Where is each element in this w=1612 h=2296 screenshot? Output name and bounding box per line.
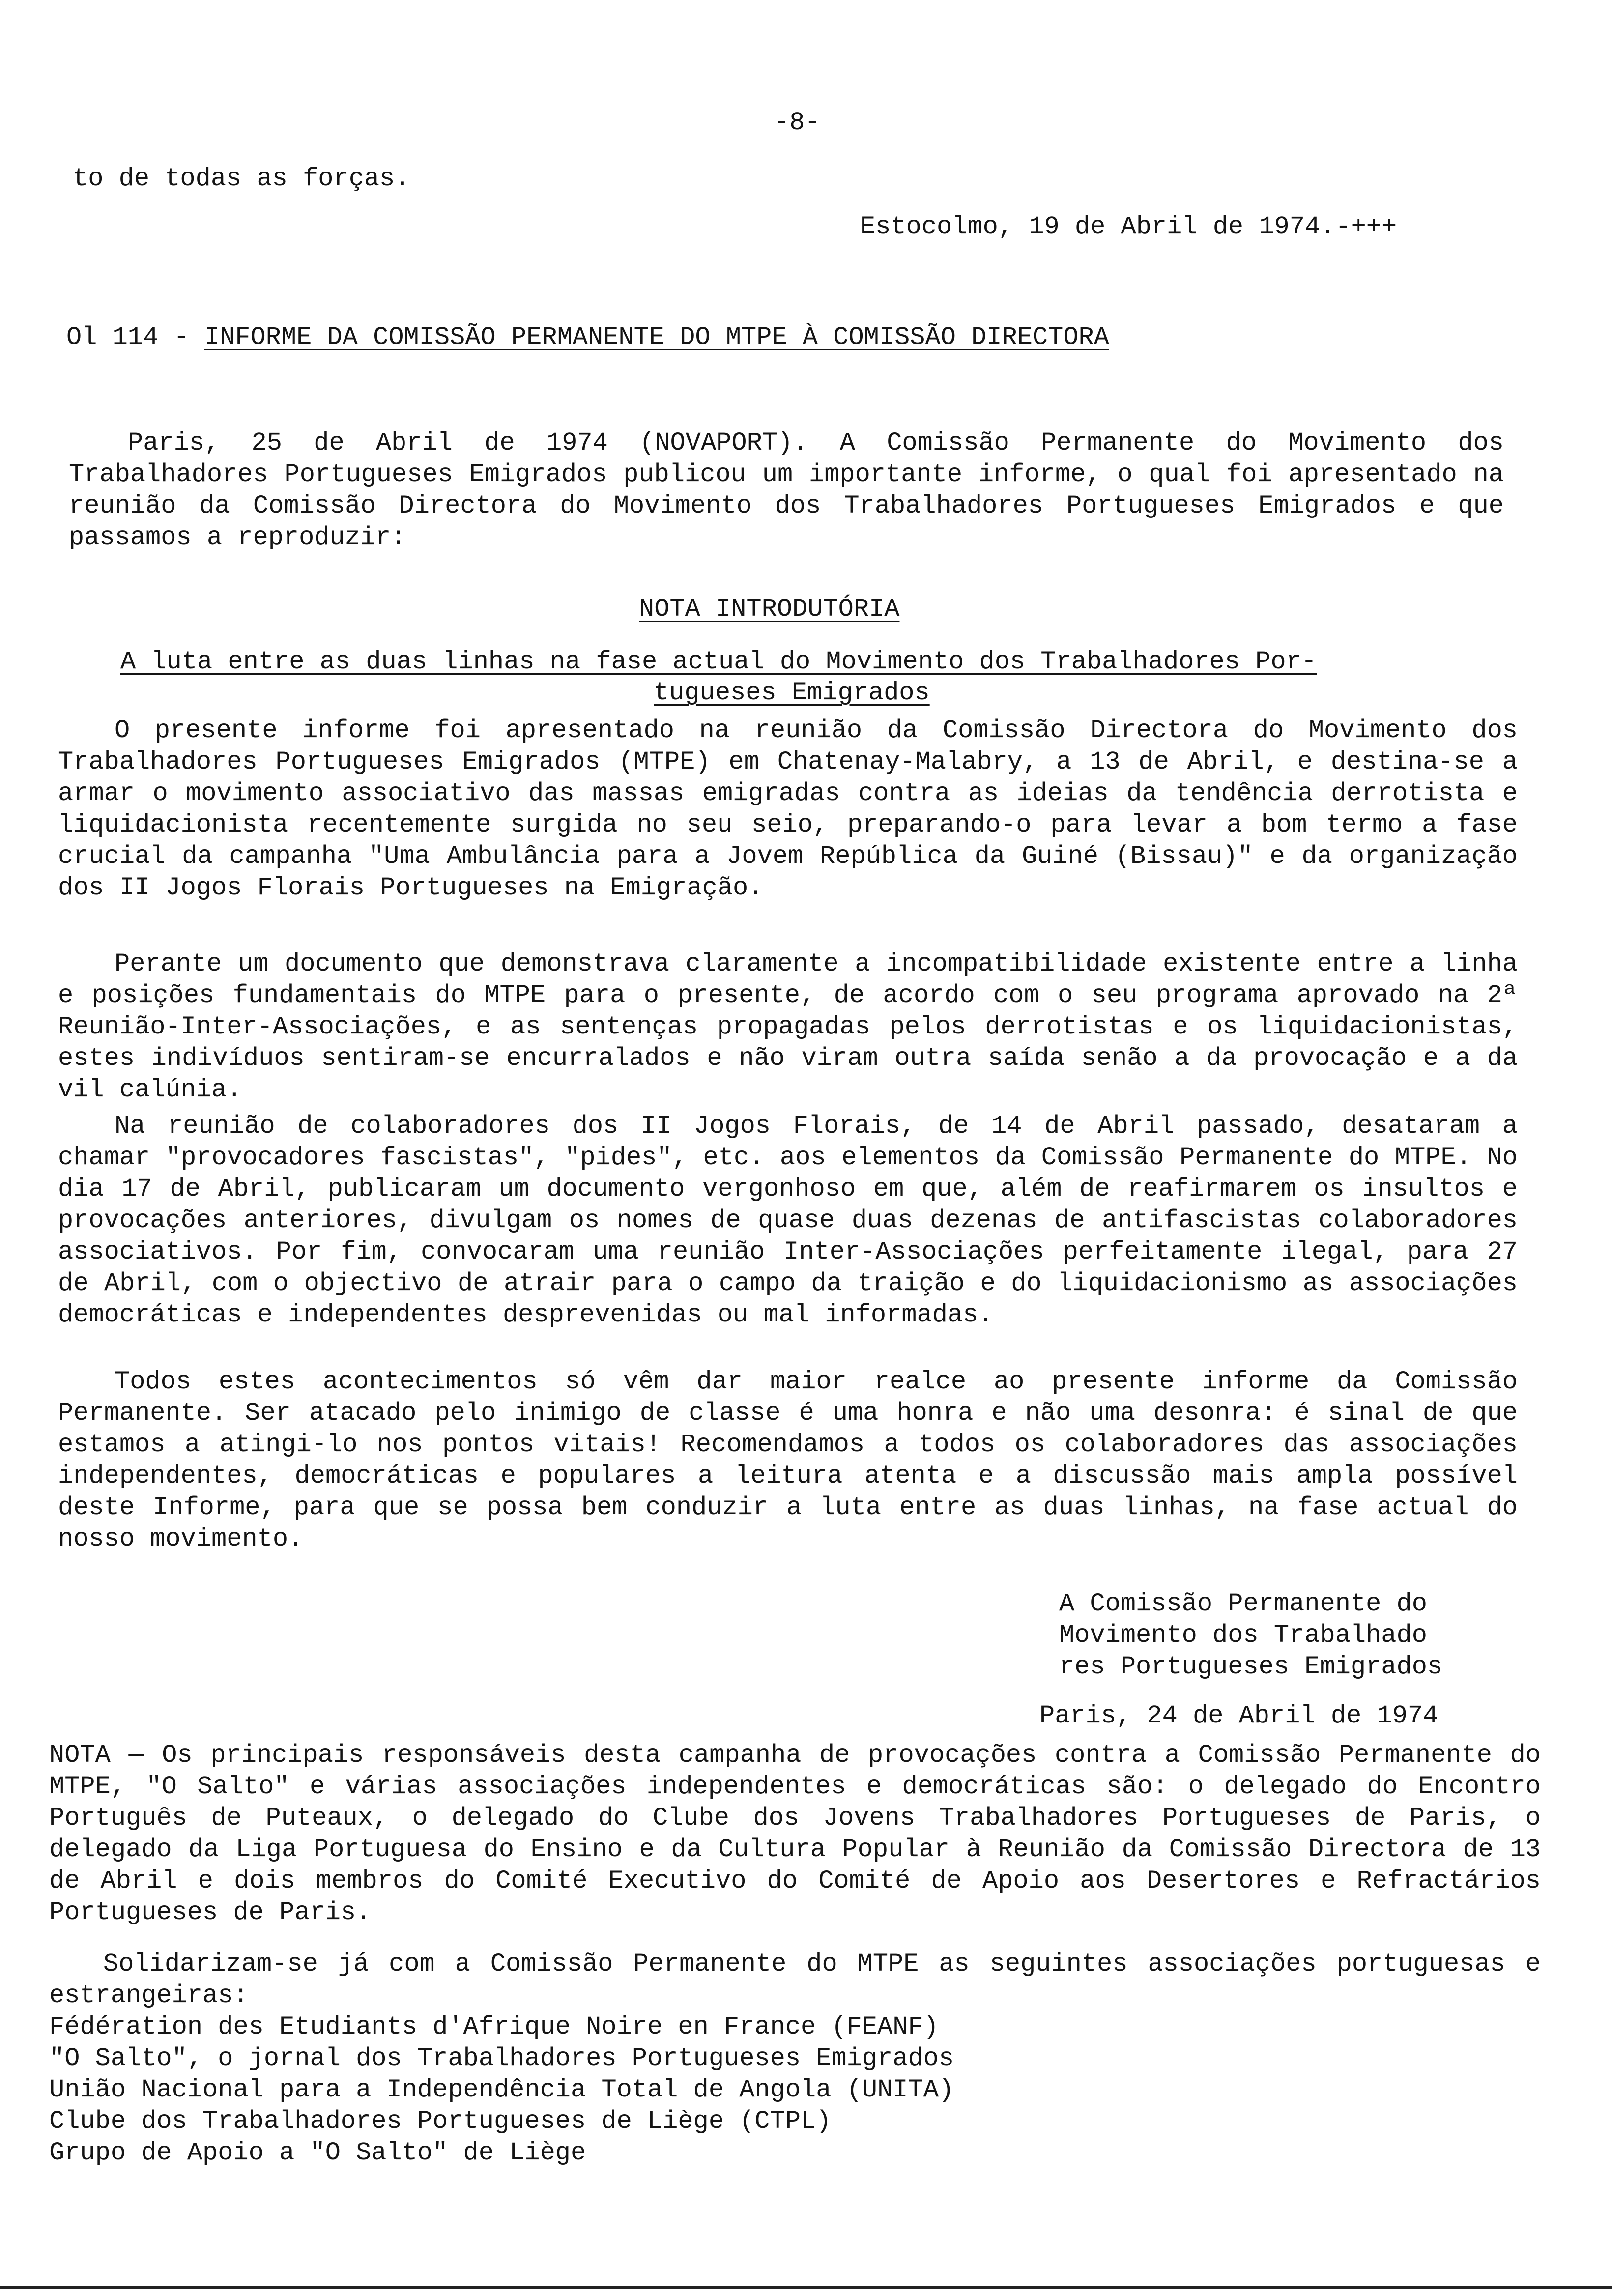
association-item: "O Salto", o jornal dos Trabalhadores Portugueses Emigrados: [49, 2044, 954, 2073]
page-bottom-rule: [0, 2286, 1612, 2289]
subtitle-line-2: tugueses Emigrados: [654, 678, 930, 707]
article-intro: Paris, 25 de Abril de 1974 (NOVAPORT). A Comissão Permanente do Movimento dos Trabalhadores Portugueses Emigrados publicou um importante informe, o qual foi apresentado na reunião da Comissão Directora do Movimento dos Trabalhadores Portugueses Emigrados e que passamos a reproduzir:: [69, 429, 1504, 552]
association-item: União Nacional para a Independência Total de Angola (UNITA): [49, 2075, 954, 2104]
body-paragraph: O presente informe foi apresentado na reunião da Comissão Directora do Movimento dos Trabalhadores Portugueses Emigrados (MTPE) em Chatenay-Malabry, a 13 de Abril, e destina-se a armar o movimento associativo das massas emigradas contra as ideias da tendência derrotista e liquidacionista recentemente surgida no seu seio, preparando-o para levar a bom termo a fase crucial da campanha "Uma Ambulância para a Jovem República da Guiné (Bissau)" e da organização dos II Jogos Florais Portugueses na Emigração.: [58, 716, 1518, 902]
nota-final-paragraph: NOTA — Os principais responsáveis desta campanha de provocações contra a Comissão Permanente do MTPE, "O Salto" e várias associações independentes e democráticas são: o delegado do Encontro Português de Puteaux, o delegado do Clube dos Jovens Trabalhadores Portugueses de Paris, o delegado da Liga Portuguesa do Ensino e da Cultura Popular à Reunião da Comissão Directora de 13 de Abril e dois membros do Comité Executivo do Comité de Apoio aos Desertores e Refractários Portugueses de Paris.: [49, 1741, 1541, 1927]
body-paragraph: Todos estes acontecimentos só vêm dar maior realce ao presente informe da Comissão Permanente. Ser atacado pelo inimigo de classe é uma honra e não uma desonra: é sinal de que estamos a atingi-lo nos pontos vitais! Recomendamos a todos os colaboradores das associações independentes, democráticas e populares a leitura atenta e a discussão mais ampla possível deste Informe, para que se possa bem conduzir a luta entre as duas linhas, na fase actual do nosso movimento.: [58, 1367, 1518, 1553]
body-paragraph: Perante um documento que demonstrava claramente a incompatibilidade existente entre a linha e posições fundamentais do MTPE para o presente, de acordo com o seu programa aprovado na 2ª Reunião-Inter-Associações, e as sentenças propagadas pelos derrotistas e os liquidacionistas, estes indivíduos sentiram-se encurralados e não viram outra saída senão a da provocação e a da vil calúnia.: [58, 949, 1518, 1104]
associations-list: [49, 2011, 954, 2169]
stockholm-dateline: Estocolmo, 19 de Abril de 1974.-+++: [860, 212, 1397, 241]
signature-block: [1059, 1588, 1442, 1683]
association-item: Clube dos Trabalhadores Portugueses de Liège (CTPL): [49, 2107, 832, 2136]
page-number: -8-: [774, 108, 820, 137]
article-header: [66, 322, 1109, 353]
nota-introdutoria-heading: NOTA INTRODUTÓRIA: [639, 595, 900, 624]
article-title: INFORME DA COMISSÃO PERMANENTE DO MTPE À COMISSÃO DIRECTORA: [204, 323, 1109, 352]
signature-line: Movimento dos Trabalhado: [1059, 1621, 1427, 1650]
signature-dateline: Paris, 24 de Abril de 1974: [1039, 1701, 1439, 1730]
signature-line: res Portugueses Emigrados: [1059, 1652, 1443, 1681]
body-paragraph: Na reunião de colaboradores dos II Jogos Florais, de 14 de Abril passado, desataram a chamar "provocadores fascistas", "pides", etc. aos elementos da Comissão Permanente do MTPE. No dia 17 de Abril, publicaram um documento vergonhoso em que, além de reafirmarem os insultos e provocações anteriores, divulgam os nomes de quase duas dezenas de antifascistas colaboradores associativos. Por fim, convocaram uma reunião Inter-Associações perfeitamente ilegal, para 27 de Abril, com o objectivo de atrair para o campo da traição e do liquidacionismo as associações democráticas e independentes desprevenidas ou mal informadas.: [58, 1112, 1518, 1329]
association-item: Fédération des Etudiants d'Afrique Noire en France (FEANF): [49, 2012, 939, 2041]
previous-article-ending: to de todas as forças.: [73, 164, 410, 193]
association-item: Grupo de Apoio a "O Salto" de Liège: [49, 2138, 586, 2167]
subtitle-line-1: A luta entre as duas linhas na fase actual do Movimento dos Trabalhadores Por-: [120, 647, 1317, 676]
article-number: Ol 114 -: [66, 323, 189, 352]
solidarity-intro: Solidarizam-se já com a Comissão Permanente do MTPE as seguintes associações portuguesas e estrangeiras:: [49, 1950, 1541, 2010]
signature-line: A Comissão Permanente do: [1059, 1589, 1427, 1618]
